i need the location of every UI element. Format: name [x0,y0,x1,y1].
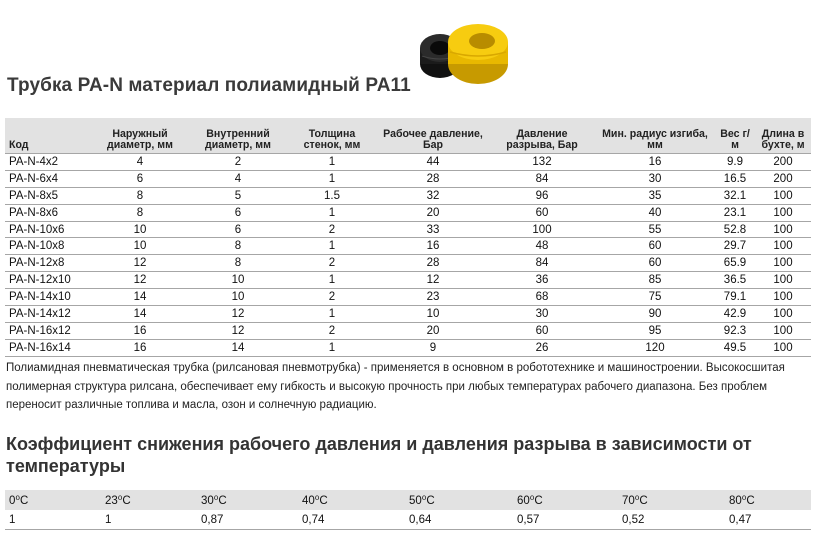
cell-code: PA-N-12x10 [5,272,91,289]
cell-weight: 9.9 [715,154,755,171]
page-title: Трубка PA-N материал полиамидный PA11 [7,75,411,96]
cell-working-pressure: 20 [377,322,489,339]
cell-inner-diameter: 2 [189,154,287,171]
cell-weight: 52.8 [715,221,755,238]
cell-working-pressure: 16 [377,238,489,255]
header-code: Код [9,139,29,151]
cell-coil-length: 100 [755,187,811,204]
header-weight: Вес г/м [720,128,750,151]
cell-working-pressure: 20 [377,204,489,221]
cell-working-pressure: 10 [377,306,489,323]
header-inner-diameter: Внутренний диаметр, мм [205,128,271,151]
temp-60: 60⁰С [513,490,618,510]
cell-weight: 65.9 [715,255,755,272]
cell-weight: 42.9 [715,306,755,323]
cell-burst-pressure: 100 [489,221,595,238]
cell-coil-length: 100 [755,272,811,289]
cell-inner-diameter: 6 [189,221,287,238]
coef-60: 0,57 [513,510,618,530]
cell-burst-pressure: 96 [489,187,595,204]
cell-outer-diameter: 12 [91,272,189,289]
spec-table [5,118,811,357]
cell-wall-thickness: 1 [287,238,377,255]
cell-min-bend-radius: 30 [595,170,715,187]
cell-outer-diameter: 14 [91,306,189,323]
cell-weight: 49.5 [715,339,755,356]
temperature-table [5,490,811,530]
coef-23: 1 [101,510,197,530]
temp-50: 50⁰С [405,490,513,510]
cell-code: PA-N-4x2 [5,154,91,171]
header-min-bend-radius: Мин. радиус изгиба, мм [602,128,708,151]
cell-wall-thickness: 1 [287,154,377,171]
cell-burst-pressure: 26 [489,339,595,356]
header-working-pressure: Рабочее давление, Бар [383,128,483,151]
cell-min-bend-radius: 85 [595,272,715,289]
cell-min-bend-radius: 55 [595,221,715,238]
description-text: Полиамидная пневматическая трубка (рилсановая пневмотрубка) - применяется в основном в робототехнике и машиностроении. Высокосшитая полимерная структура рилсана, обеспечивает ему гибкость и высокую прочность при любых температурах рабочего диапазона. Без проблем переносит различные топлива и масла, озон и солнечную радиацию. [6,362,785,411]
coef-0: 1 [5,510,101,530]
table-row [5,306,811,323]
cell-working-pressure: 12 [377,272,489,289]
cell-burst-pressure: 84 [489,255,595,272]
cell-code: PA-N-12x8 [5,255,91,272]
cell-code: PA-N-14x10 [5,289,91,306]
cell-coil-length: 200 [755,154,811,171]
cell-burst-pressure: 30 [489,306,595,323]
cell-code: PA-N-16x12 [5,322,91,339]
cell-min-bend-radius: 90 [595,306,715,323]
cell-wall-thickness: 1.5 [287,187,377,204]
cell-inner-diameter: 12 [189,322,287,339]
cell-code: PA-N-8x6 [5,204,91,221]
cell-wall-thickness: 2 [287,289,377,306]
cell-coil-length: 100 [755,204,811,221]
cell-min-bend-radius: 35 [595,187,715,204]
cell-wall-thickness: 2 [287,221,377,238]
temp-80: 80⁰С [725,490,811,510]
table-row [5,170,811,187]
header-wall-thickness: Толщина стенок, мм [303,128,361,151]
coef-30: 0,87 [197,510,298,530]
cell-weight: 36.5 [715,272,755,289]
cell-coil-length: 100 [755,289,811,306]
table-row [5,238,811,255]
coef-50: 0,64 [405,510,513,530]
cell-outer-diameter: 10 [91,221,189,238]
cell-outer-diameter: 6 [91,170,189,187]
coef-70: 0,52 [618,510,725,530]
cell-inner-diameter: 4 [189,170,287,187]
cell-coil-length: 100 [755,322,811,339]
cell-inner-diameter: 10 [189,289,287,306]
cell-min-bend-radius: 75 [595,289,715,306]
table-row [5,322,811,339]
cell-weight: 92.3 [715,322,755,339]
cell-min-bend-radius: 60 [595,238,715,255]
cell-wall-thickness: 1 [287,170,377,187]
header-coil-length: Длина в бухте, м [761,128,805,151]
cell-coil-length: 100 [755,255,811,272]
cell-inner-diameter: 5 [189,187,287,204]
cell-burst-pressure: 60 [489,322,595,339]
cell-outer-diameter: 16 [91,339,189,356]
cell-wall-thickness: 1 [287,204,377,221]
cell-working-pressure: 28 [377,170,489,187]
cell-min-bend-radius: 40 [595,204,715,221]
section-title: Коэффициент снижения рабочего давления и давления разрыва в зависимости от температуры [6,434,752,476]
coefficient-row [5,510,811,530]
cell-weight: 32.1 [715,187,755,204]
temperature-header-row [5,490,811,510]
cell-weight: 23.1 [715,204,755,221]
cell-working-pressure: 23 [377,289,489,306]
table-row [5,187,811,204]
cell-code: PA-N-14x12 [5,306,91,323]
cell-min-bend-radius: 95 [595,322,715,339]
cell-outer-diameter: 4 [91,154,189,171]
cell-min-bend-radius: 120 [595,339,715,356]
cell-weight: 29.7 [715,238,755,255]
temp-30: 30⁰С [197,490,298,510]
cell-outer-diameter: 8 [91,204,189,221]
cell-inner-diameter: 10 [189,272,287,289]
header-burst-pressure: Давление разрыва, Бар [506,128,578,151]
temp-23: 23⁰С [101,490,197,510]
cell-min-bend-radius: 16 [595,154,715,171]
cell-coil-length: 100 [755,238,811,255]
coef-80: 0,47 [725,510,811,530]
cell-inner-diameter: 14 [189,339,287,356]
cell-working-pressure: 28 [377,255,489,272]
cell-burst-pressure: 48 [489,238,595,255]
cell-working-pressure: 9 [377,339,489,356]
cell-code: PA-N-8x5 [5,187,91,204]
cell-code: PA-N-10x6 [5,221,91,238]
table-row [5,204,811,221]
cell-wall-thickness: 2 [287,255,377,272]
cell-outer-diameter: 10 [91,238,189,255]
header-outer-diameter: Наружный диаметр, мм [107,128,173,151]
cell-working-pressure: 32 [377,187,489,204]
cell-code: PA-N-6x4 [5,170,91,187]
cell-inner-diameter: 8 [189,255,287,272]
temp-70: 70⁰С [618,490,725,510]
cell-wall-thickness: 1 [287,306,377,323]
cell-wall-thickness: 1 [287,339,377,356]
cell-coil-length: 100 [755,221,811,238]
table-row [5,289,811,306]
cell-burst-pressure: 132 [489,154,595,171]
table-row [5,154,811,171]
cell-inner-diameter: 6 [189,204,287,221]
table-row [5,272,811,289]
temp-40: 40⁰С [298,490,405,510]
cell-coil-length: 200 [755,170,811,187]
cell-outer-diameter: 12 [91,255,189,272]
cell-burst-pressure: 68 [489,289,595,306]
temp-0: 0⁰С [5,490,101,510]
cell-working-pressure: 44 [377,154,489,171]
cell-wall-thickness: 1 [287,272,377,289]
cell-code: PA-N-10x8 [5,238,91,255]
cell-wall-thickness: 2 [287,322,377,339]
cell-burst-pressure: 84 [489,170,595,187]
table-row [5,221,811,238]
cell-min-bend-radius: 60 [595,255,715,272]
cell-inner-diameter: 12 [189,306,287,323]
table-row [5,255,811,272]
tubing-coils-image [410,18,520,88]
cell-burst-pressure: 60 [489,204,595,221]
cell-coil-length: 100 [755,339,811,356]
cell-working-pressure: 33 [377,221,489,238]
cell-weight: 16.5 [715,170,755,187]
cell-outer-diameter: 16 [91,322,189,339]
coef-40: 0,74 [298,510,405,530]
cell-outer-diameter: 14 [91,289,189,306]
cell-outer-diameter: 8 [91,187,189,204]
cell-coil-length: 100 [755,306,811,323]
table-row [5,339,811,356]
cell-weight: 79.1 [715,289,755,306]
cell-inner-diameter: 8 [189,238,287,255]
spec-table-header [5,118,811,154]
cell-burst-pressure: 36 [489,272,595,289]
cell-code: PA-N-16x14 [5,339,91,356]
